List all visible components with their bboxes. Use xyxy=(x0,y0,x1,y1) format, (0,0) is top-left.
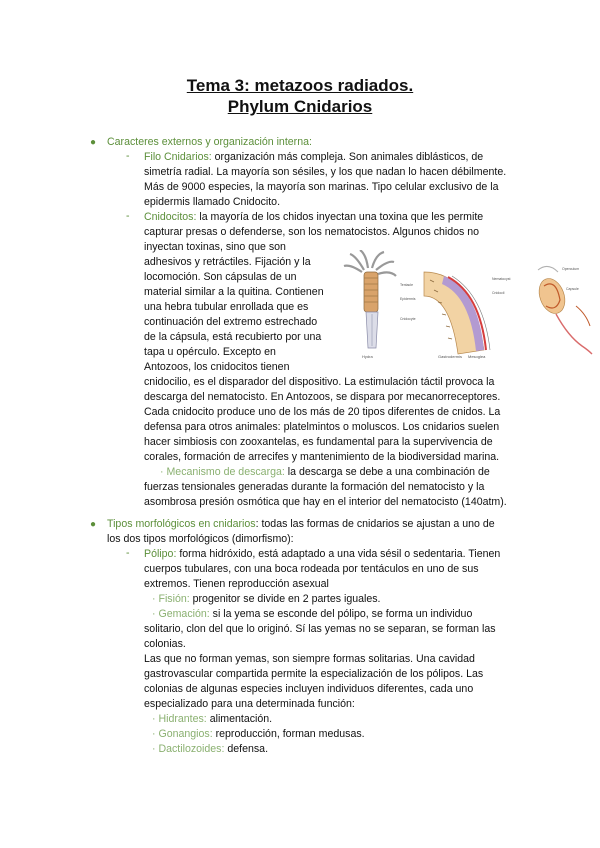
mecanismo-text: la descarga se debe a una combinación de xyxy=(284,466,490,478)
svg-text:Capsule: Capsule xyxy=(566,287,579,291)
cnidocyte-figure xyxy=(342,250,594,360)
cnidocitos-line: defensa para otros animales: platelmintos o moluscos. Los cnidarios suelen xyxy=(144,421,500,433)
dash-icon: - xyxy=(126,210,130,222)
section2-heading-line xyxy=(107,517,495,532)
cnidocitos-line: material similar a la quitina. Contienen xyxy=(144,286,324,298)
cnidocitos-line: tapa u opérculo. Excepto en xyxy=(144,346,276,358)
filo-line: epidermis llamado Cnidocito. xyxy=(144,196,281,208)
filo-label: Filo Cnidarios: xyxy=(144,151,212,163)
polyp-drawing xyxy=(344,250,396,359)
hidrantes-text: alimentación. xyxy=(206,713,273,725)
cnidocitos-line: continuación del extremo estrechado xyxy=(144,316,318,328)
dactilozoides-label: · Dactilozoides: xyxy=(152,743,225,755)
polipo-text: forma hidróxido, está adaptado a una vida sésil o sedentaria. Tienen xyxy=(176,548,501,560)
bullet-icon: ● xyxy=(90,137,97,148)
fision-text: progenitor se divide en 2 partes iguales. xyxy=(189,593,381,605)
section2-heading: Tipos morfológicos en cnidarios xyxy=(107,518,256,530)
cnidocitos-line: una hebra tubular enrollada que es xyxy=(144,301,309,313)
cnidocitos-line xyxy=(144,210,483,225)
svg-text:Gastrodermis: Gastrodermis xyxy=(438,354,463,359)
gonangios-text: reproducción, forman medusas. xyxy=(212,728,365,740)
svg-text:Operculum: Operculum xyxy=(562,267,580,271)
dash-icon: - xyxy=(126,547,130,559)
cnidocitos-line: locomoción. Son cápsulas de un xyxy=(144,271,297,283)
page-title: Tema 3: metazoos radiados. xyxy=(186,76,414,95)
svg-text:Nematocyst: Nematocyst xyxy=(492,277,511,281)
dactilozoides-text: defensa. xyxy=(224,743,269,755)
paragraph-line: gastrovascular compartida permite la especialización de los pólipos. Las xyxy=(144,668,484,680)
filo-line: Más de 9000 especies, la mayoría son marinas. Tipo celular exclusivo de la xyxy=(144,181,499,193)
svg-text:Mesoglea: Mesoglea xyxy=(468,354,486,359)
nematocyst-drawing xyxy=(535,266,592,354)
cnidocitos-line: corales, formación de arrecifes y mantenimiento de la biodiversidad marina. xyxy=(144,451,500,463)
gemacion-text: si la yema se esconde del pólipo, se forma un individuo xyxy=(209,608,473,620)
svg-text:Epidermis: Epidermis xyxy=(400,297,416,301)
cnidocitos-line: descarga del nematocisto. En Antozoos, se dispara por mecanorreceptores. xyxy=(144,391,501,403)
polipo-line xyxy=(144,547,500,562)
paragraph-line: colonias de algunas especies incluyen individuos diferentes, cada uno xyxy=(144,683,474,695)
gemacion-line: colonias. xyxy=(144,638,186,650)
mecanismo-line xyxy=(160,465,490,480)
paragraph-line: Las que no forman yemas, son siempre formas solitarias. Una cavidad xyxy=(144,653,475,665)
cnidocitos-line: Antozoos, los cnidocitos tienen xyxy=(144,361,290,373)
hidrantes-line xyxy=(152,712,272,727)
page-subtitle: Phylum Cnidarios xyxy=(227,97,373,116)
fision-line xyxy=(152,592,381,607)
gemacion-line xyxy=(152,607,472,622)
polipo-label: Pólipo: xyxy=(144,548,177,560)
filo-line xyxy=(144,150,483,165)
gemacion-label: · Gemación: xyxy=(152,608,210,620)
svg-text:Cnidocil: Cnidocil xyxy=(492,291,505,295)
mecanismo-label: · Mecanismo de descarga: xyxy=(160,466,285,478)
gonangios-line xyxy=(152,727,365,742)
cnidocitos-label: Cnidocitos: xyxy=(144,211,197,223)
section1-heading: Caracteres externos y organización interna: xyxy=(107,136,312,148)
cnidocitos-line: cnidocilio, es el disparador del dispositivo. La estimulación táctil provoca la xyxy=(144,376,495,388)
cnidocitos-line: inyectan toxinas, sino que son xyxy=(144,241,286,253)
paragraph-line: especializado para una determinada función: xyxy=(144,698,355,710)
hidrantes-label: · Hidrantes: xyxy=(152,713,207,725)
mecanismo-line: asombrosa presión osmótica que hay en el interior del nematocisto (140atm). xyxy=(144,496,507,508)
cnidocitos-line: hacer simbiosis con zooxantelas, es fundamental para la supervivencia de xyxy=(144,436,493,448)
section2-intro: : todas las formas de cnidarios se ajustan a uno de xyxy=(255,518,495,530)
cnidocitos-line: de la cápsula, está recubierto por una xyxy=(144,331,322,343)
svg-text:Cnidocyte: Cnidocyte xyxy=(400,317,416,321)
fision-label: · Fisión: xyxy=(152,593,190,605)
polipo-line: cuerpos tubulares, con una boca rodeada por tentáculos en uno de sus xyxy=(144,563,479,575)
filo-line: simetría radial. La mayoría son sésiles, y los que nadan lo hacen débilmente. xyxy=(144,166,507,178)
gemacion-line: solitario, clon del que lo originó. Sí las yemas no se separan, se forman las xyxy=(144,623,496,635)
section2-intro-line: los dos tipos morfológicos (dimorfismo): xyxy=(107,533,294,545)
mecanismo-line: fuerzas tensionales generadas durante la formación del nematocisto y la xyxy=(144,481,485,493)
cnidocitos-line: capturar presas o defenderse, son los nematocistos. Algunos chidos no xyxy=(144,226,480,238)
svg-text:Tentacle: Tentacle xyxy=(400,283,414,287)
polipo-line: extremos. Tienen reproducción asexual xyxy=(144,578,329,590)
cnidocitos-line: Cada cnidocito produce uno de los más de 20 tipos diferentes de cnidos. La xyxy=(144,406,501,418)
bullet-icon: ● xyxy=(90,519,97,530)
dash-icon: - xyxy=(126,150,130,162)
gonangios-label: · Gonangios: xyxy=(152,728,213,740)
filo-text: organización más compleja. Son animales diblásticos, de xyxy=(211,151,484,163)
tissue-section-drawing xyxy=(400,272,511,359)
cnidocitos-line: adhesivos y retráctiles. Fijación y la xyxy=(144,256,311,268)
cnidocitos-text: la mayoría de los chidos inyectan una toxina que les permite xyxy=(196,211,484,223)
dactilozoides-line xyxy=(152,742,268,757)
svg-text:Hydra: Hydra xyxy=(362,354,373,359)
